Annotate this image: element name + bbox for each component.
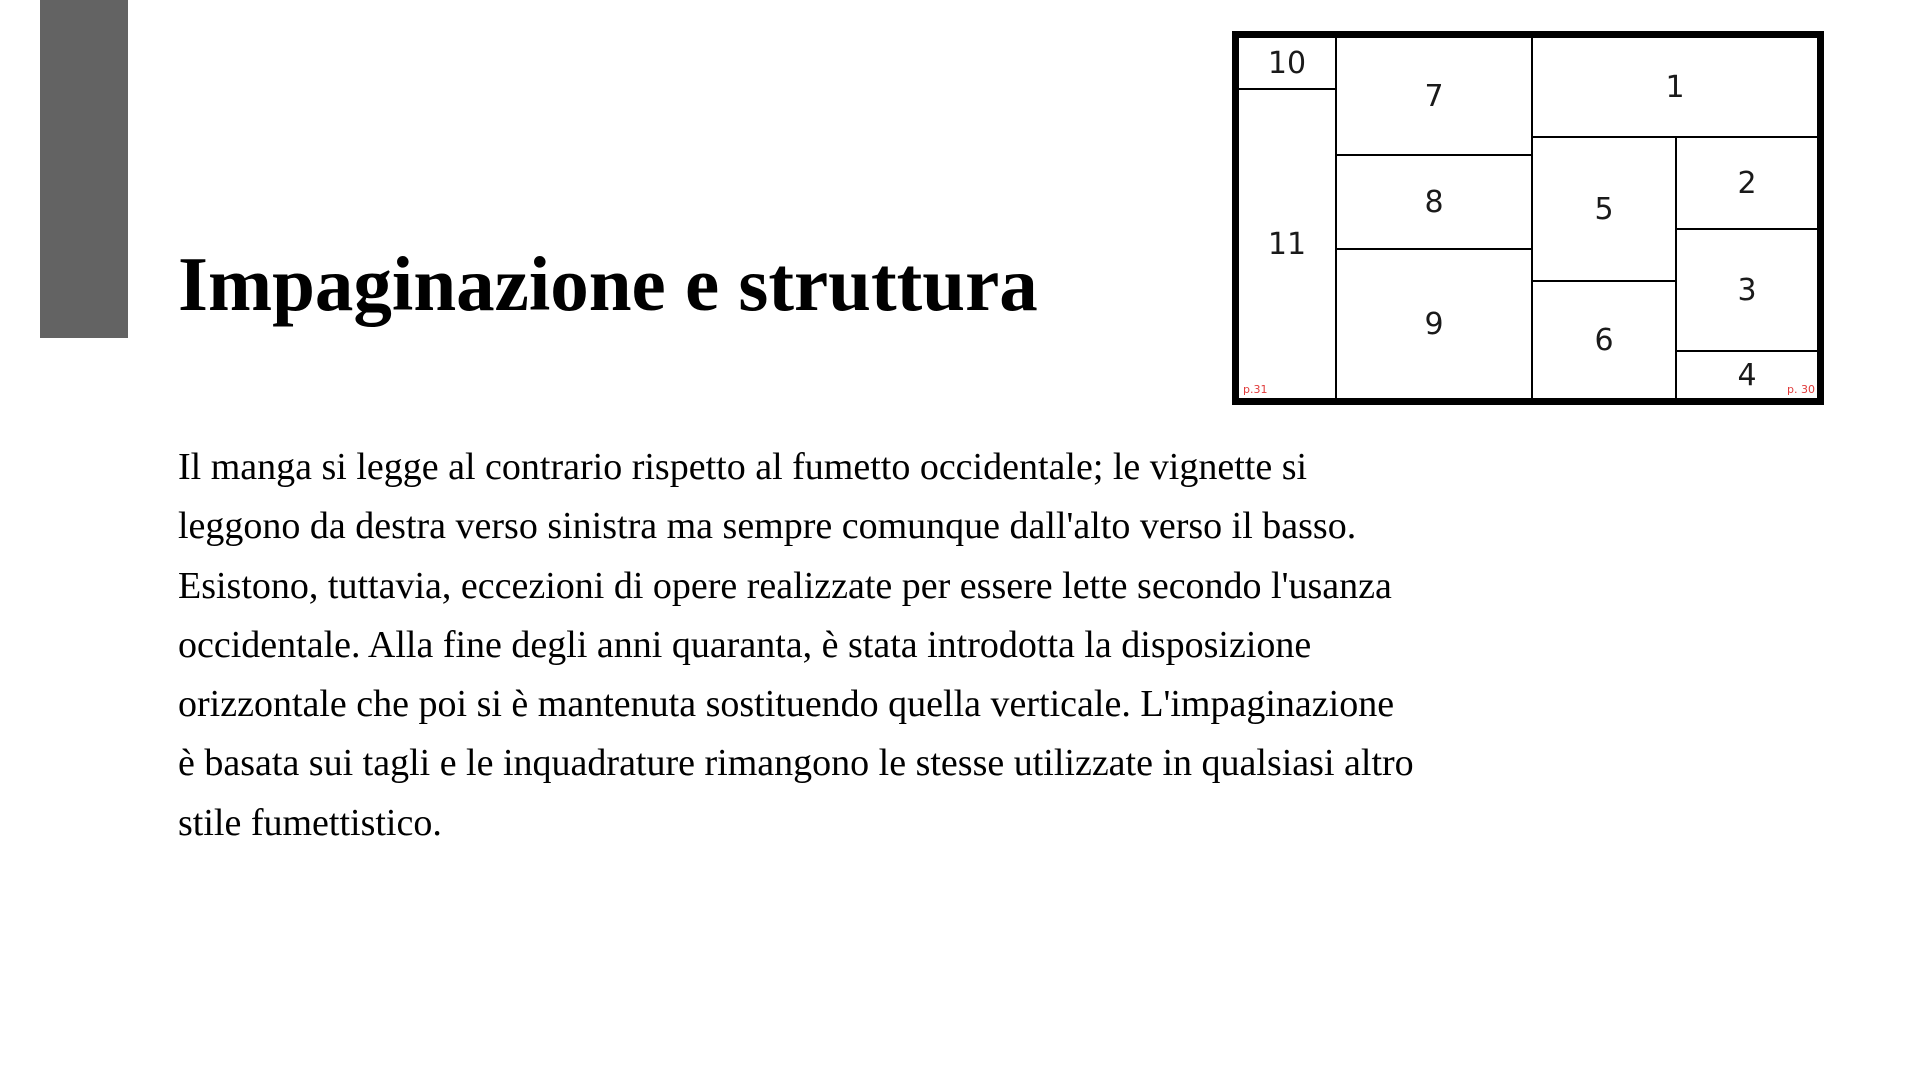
- panel-2: 2: [1675, 136, 1819, 230]
- panel-1: 1: [1531, 36, 1819, 138]
- page-label-left: p.31: [1243, 383, 1268, 396]
- panel-3: 3: [1675, 228, 1819, 352]
- body-text: [178, 438, 1598, 853]
- body-line: stile fumettistico.: [178, 801, 442, 844]
- panel-5: 5: [1531, 136, 1677, 282]
- body-line: leggono da destra verso sinistra ma sempre comunque dall'alto verso il basso.: [178, 505, 1357, 548]
- manga-panel-diagram: [1232, 31, 1824, 405]
- body-line: occidentale. Alla fine degli anni quaranta, è stata introdotta la disposizione: [178, 623, 1312, 666]
- page-label-right: p. 30: [1787, 383, 1815, 396]
- body-line: Esistono, tuttavia, eccezioni di opere realizzate per essere lette secondo l'usanza: [178, 564, 1392, 607]
- slide-title: Impaginazione e struttura: [178, 241, 1038, 327]
- panel-8: 8: [1335, 154, 1533, 250]
- panel-11: 11: [1237, 88, 1337, 400]
- panel-6: 6: [1531, 280, 1677, 400]
- panel-7: 7: [1335, 36, 1533, 156]
- body-line: orizzontale che poi si è mantenuta sostituendo quella verticale. L'impaginazione: [178, 683, 1395, 726]
- body-line: è basata sui tagli e le inquadrature rimangono le stesse utilizzate in qualsiasi altro: [178, 742, 1414, 785]
- body-line: Il manga si legge al contrario rispetto al fumetto occidentale; le vignette si: [178, 446, 1308, 488]
- panel-10: 10: [1237, 36, 1337, 90]
- panel-4: 4: [1675, 350, 1819, 400]
- panel-9: 9: [1335, 248, 1533, 400]
- accent-bar: [40, 0, 128, 338]
